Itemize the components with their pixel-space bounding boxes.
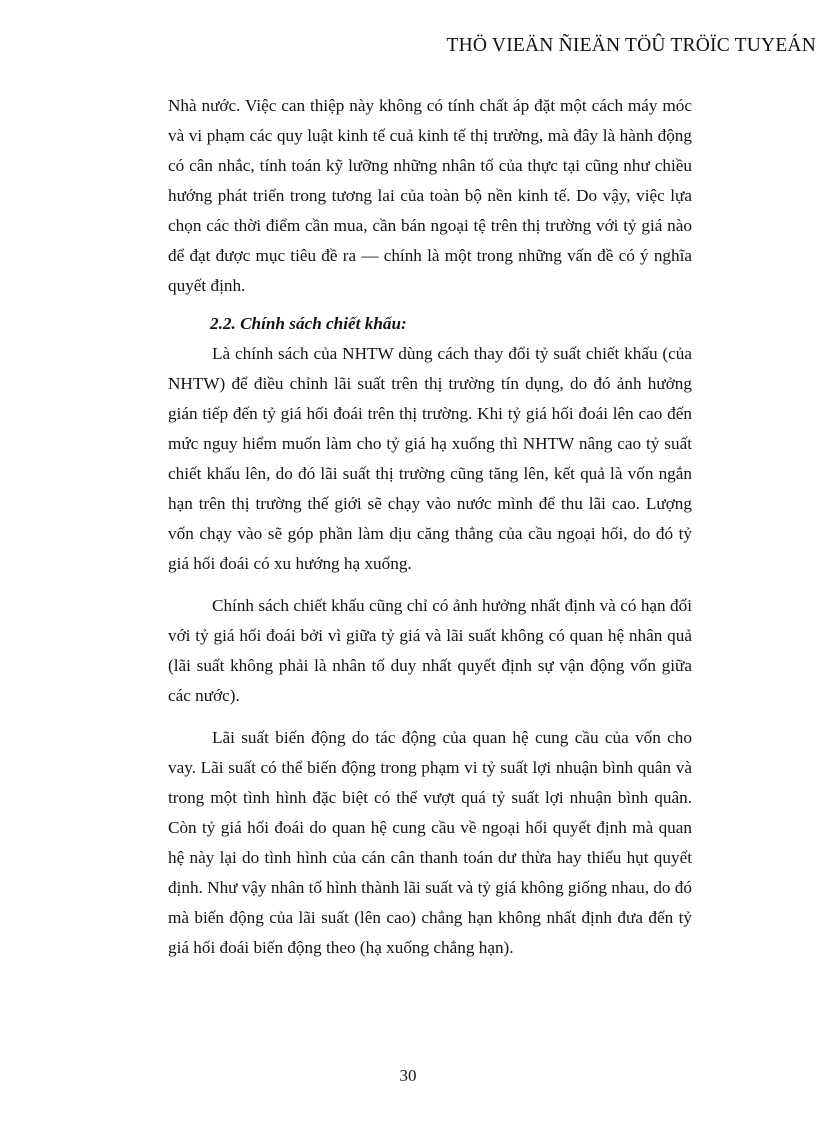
paragraph-continuation: Nhà nước. Việc can thiệp này không có tính chất áp đặt một cách máy móc và vi phạm các quy luật kinh tế cuả kinh tế thị trường, mà đây là hành động có cân nhắc, tính toán kỹ lưỡng những nhân tố của thực tại cũng như chiều hướng phát triển trong tương lai của toàn bộ nền kinh tế. Do vậy, việc lựa chọn các thời điểm cần mua, cần bán ngoại tệ trên thị trường với tỷ giá nào để đạt được mục tiêu đề ra — chính là một trong những vấn đề có ý nghĩa quyết định.	[168, 96, 692, 295]
page-number: 30	[399, 1066, 417, 1085]
page-header: THÖ VIEÄN ÑIEÄN TÖÛ TRÖÏC TUYEÁN	[446, 35, 816, 56]
paragraph-limited-influence: Chính sách chiết khấu cũng chỉ có ảnh hưởng nhất định và có hạn đối với tỷ giá hối đoái bởi vì giữa tỷ giá và lãi suất không có quan hệ nhân quả (lãi suất không phải là nhân tố duy nhất quyết định sự vận động vốn giữa các nước).	[168, 596, 692, 705]
page-body	[168, 91, 692, 963]
paragraph-interest-rate: Lãi suất biến động do tác động của quan hệ cung cầu của vốn cho vay. Lãi suất có thể biến động trong phạm vi tỷ suất lợi nhuận bình quân và trong một tình hình đặc biệt có thể vượt quá tỷ suất lợi nhuận bình quân. Còn tỷ giá hối đoái do quan hệ cung cầu về ngoại hối quyết định mà quan hệ này lại do tình hình của cán cân thanh toán dư thừa hay thiếu hụt quyết định. Như vậy nhân tố hình thành lãi suất và tỷ giá không giống nhau, do đó mà biến động của lãi suất (lên cao) chẳng hạn không nhất định đưa đến tỷ giá hối đoái biến động theo (hạ xuống chẳng hạn).	[168, 728, 692, 957]
section-heading: 2.2. Chính sách chiết khấu:	[210, 314, 407, 333]
paragraph-discount-policy: Là chính sách của NHTW dùng cách thay đổi tỷ suất chiết khấu (của NHTW) để điều chỉnh lãi suất trên thị trường tín dụng, do đó ảnh hưởng gián tiếp đến tỷ giá hối đoái trên thị trường. Khi tỷ giá hối đoái lên cao đến mức nguy hiểm muốn làm cho tỷ giá hạ xuống thì NHTW nâng cao tỷ suất chiết khấu lên, do đó lãi suất thị trường cũng tăng lên, kết quả là vốn ngắn hạn trên thị trường thế giới sẽ chạy vào nước mình để thu lãi cao. Lượng vốn chạy vào sẽ góp phần làm dịu căng thẳng của cầu ngoại hối, do đó tỷ giá hối đoái có xu hướng hạ xuống.	[168, 344, 692, 573]
